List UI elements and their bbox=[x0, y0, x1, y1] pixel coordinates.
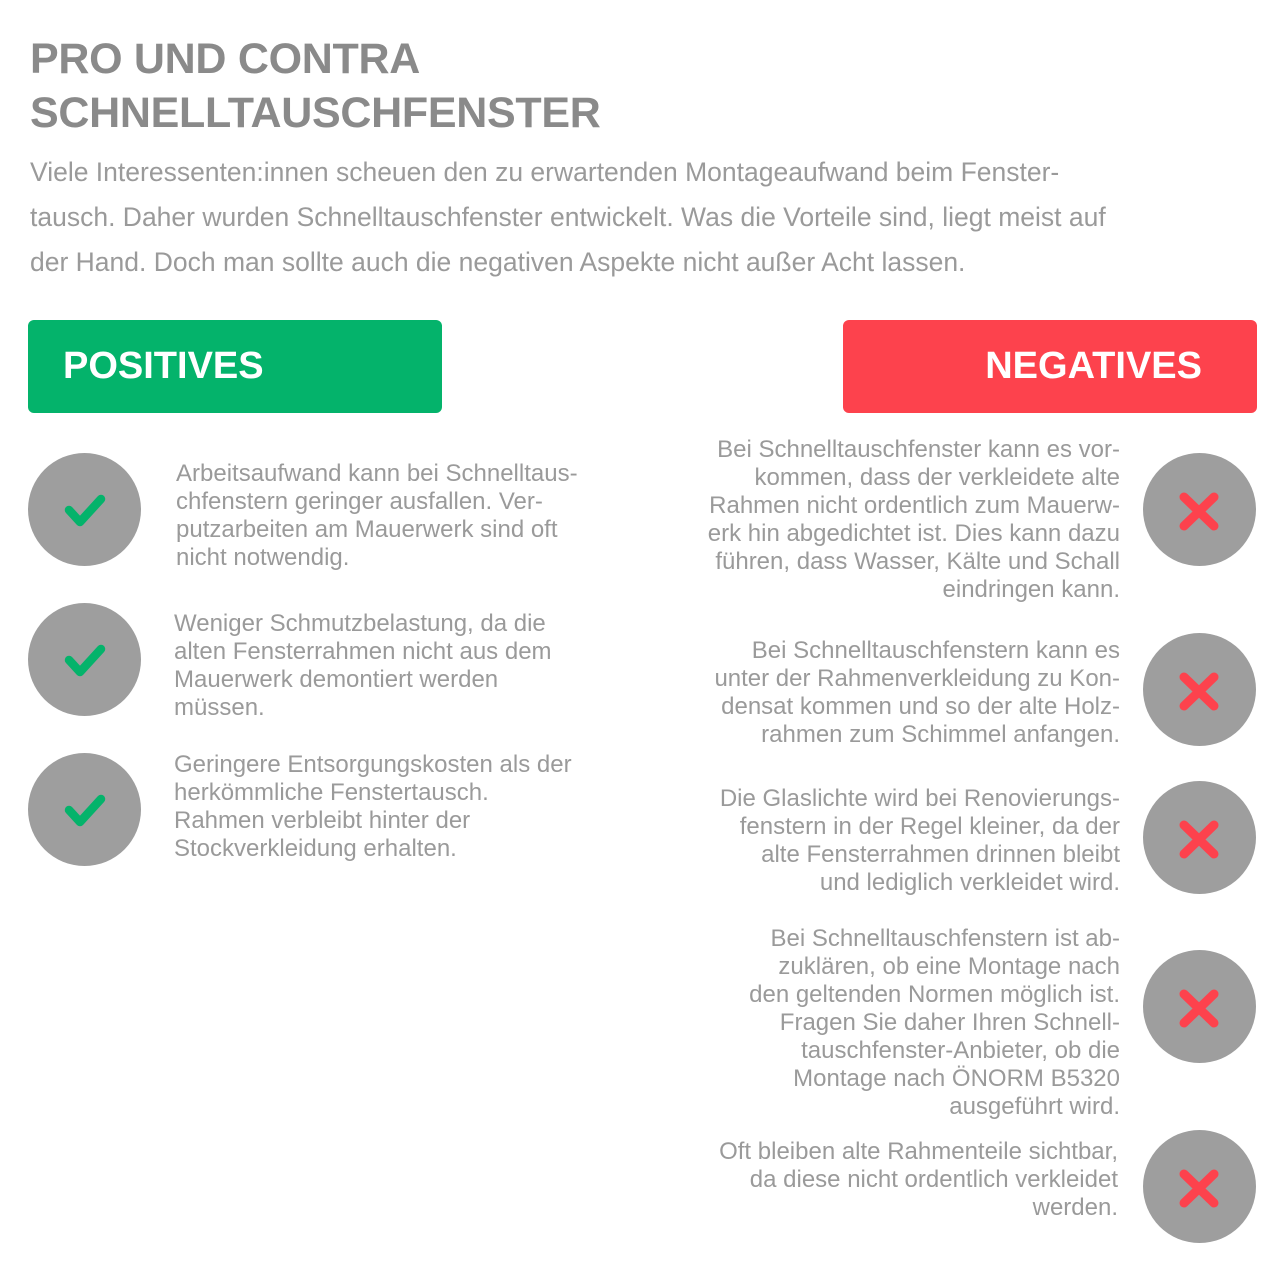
negative-item-line: erk hin abgedichtet ist. Dies kann dazu bbox=[707, 520, 1120, 547]
negative-item-line: eindringen kann. bbox=[942, 576, 1120, 603]
negative-item-line: Bei Schnelltauschfenstern kann es bbox=[751, 637, 1120, 664]
negative-item-line: tauschfenster-Anbieter, ob die bbox=[801, 1037, 1120, 1064]
positive-item-1 bbox=[176, 460, 578, 572]
negative-item-4 bbox=[749, 925, 1120, 1121]
negative-item-line: rahmen zum Schimmel anfangen. bbox=[761, 721, 1120, 748]
positive-item-line: Stockverkleidung erhalten. bbox=[174, 835, 457, 862]
positive-item-line: alten Fensterrahmen nicht aus dem bbox=[174, 638, 552, 665]
positive-item-line: putzarbeiten am Mauerwerk sind oft bbox=[176, 516, 558, 543]
positive-item-line: Geringere Entsorgungskosten als der bbox=[174, 751, 572, 778]
negative-item-line: Fragen Sie daher Ihren Schnell- bbox=[779, 1009, 1120, 1036]
cross-icon bbox=[1143, 633, 1256, 746]
cross-icon bbox=[1143, 781, 1256, 894]
negative-item-line: den geltenden Normen möglich ist. bbox=[749, 981, 1120, 1008]
positive-item-line: müssen. bbox=[174, 694, 265, 721]
negative-item-line: Oft bleiben alte Rahmenteile sichtbar, bbox=[719, 1138, 1118, 1165]
positive-item-line: Rahmen verbleibt hinter der bbox=[174, 807, 471, 834]
negative-item-line: unter der Rahmenverkleidung zu Kon- bbox=[714, 665, 1120, 692]
negative-item-line: Montage nach ÖNORM B5320 bbox=[793, 1065, 1120, 1092]
positive-item-line: Arbeitsaufwand kann bei Schnelltaus- bbox=[176, 460, 578, 487]
negative-item-line: und lediglich verkleidet wird. bbox=[819, 869, 1120, 896]
negative-cross-badge bbox=[1143, 453, 1256, 566]
positives-header: POSITIVES bbox=[28, 320, 442, 413]
negative-item-3 bbox=[720, 785, 1120, 897]
positive-check-badge bbox=[28, 753, 141, 866]
negative-item-line: ausgeführt wird. bbox=[949, 1093, 1120, 1120]
negative-item-line: alte Fensterrahmen drinnen bleibt bbox=[761, 841, 1120, 868]
positive-item-line: chfenstern geringer ausfallen. Ver- bbox=[176, 488, 543, 515]
negative-cross-badge bbox=[1143, 1130, 1256, 1243]
negatives-header: NEGATIVES bbox=[843, 320, 1257, 413]
page-title-line-1: PRO UND CONTRA bbox=[30, 35, 420, 83]
positive-check-badge bbox=[28, 453, 141, 566]
check-icon bbox=[28, 753, 141, 866]
page-title-line-2: SCHNELLTAUSCHFENSTER bbox=[30, 89, 601, 137]
cross-icon bbox=[1143, 950, 1256, 1063]
negative-item-line: da diese nicht ordentlich verkleidet bbox=[749, 1166, 1118, 1193]
negative-item-line: Bei Schnelltauschfenster kann es vor- bbox=[717, 436, 1120, 463]
negative-item-line: Die Glaslichte wird bei Renovierungs- bbox=[719, 785, 1120, 812]
check-icon bbox=[28, 453, 141, 566]
positive-item-line: herkömmliche Fenstertausch. bbox=[174, 779, 489, 806]
check-icon bbox=[28, 603, 141, 716]
negative-item-2 bbox=[714, 637, 1120, 749]
negative-item-line: kommen, dass der verkleidete alte bbox=[754, 464, 1120, 491]
intro-line: Viele Interessenten:innen scheuen den zu erwartenden Montageaufwand beim Fenster- bbox=[30, 157, 1060, 187]
cross-icon bbox=[1143, 453, 1256, 566]
negative-item-line: Rahmen nicht ordentlich zum Mauerw- bbox=[709, 492, 1120, 519]
negative-cross-badge bbox=[1143, 633, 1256, 746]
positive-item-line: Weniger Schmutzbelastung, da die bbox=[174, 610, 546, 637]
negative-item-1 bbox=[708, 436, 1120, 604]
negative-item-line: werden. bbox=[1032, 1194, 1118, 1221]
negative-item-line: führen, dass Wasser, Kälte und Schall bbox=[715, 548, 1120, 575]
cross-icon bbox=[1143, 1130, 1256, 1243]
positive-item-2 bbox=[174, 610, 552, 722]
negative-cross-badge bbox=[1143, 781, 1256, 894]
page-title bbox=[30, 32, 601, 140]
positive-check-badge bbox=[28, 603, 141, 716]
negative-item-line: zuklären, ob eine Montage nach bbox=[778, 953, 1120, 980]
intro-line: der Hand. Doch man sollte auch die negativen Aspekte nicht außer Acht lassen. bbox=[30, 247, 966, 277]
negative-cross-badge bbox=[1143, 950, 1256, 1063]
positive-item-line: Mauerwerk demontiert werden bbox=[174, 666, 499, 693]
positive-item-line: nicht notwendig. bbox=[176, 544, 350, 571]
negative-item-5 bbox=[719, 1138, 1118, 1222]
intro-paragraph bbox=[30, 150, 1250, 285]
intro-line: tausch. Daher wurden Schnelltauschfenster entwickelt. Was die Vorteile sind, liegt meist auf bbox=[30, 202, 1106, 232]
negative-item-line: fenstern in der Regel kleiner, da der bbox=[739, 813, 1120, 840]
negative-item-line: Bei Schnelltauschfenstern ist ab- bbox=[770, 925, 1120, 952]
positive-item-3 bbox=[174, 751, 572, 863]
negative-item-line: densat kommen und so der alte Holz- bbox=[721, 693, 1120, 720]
